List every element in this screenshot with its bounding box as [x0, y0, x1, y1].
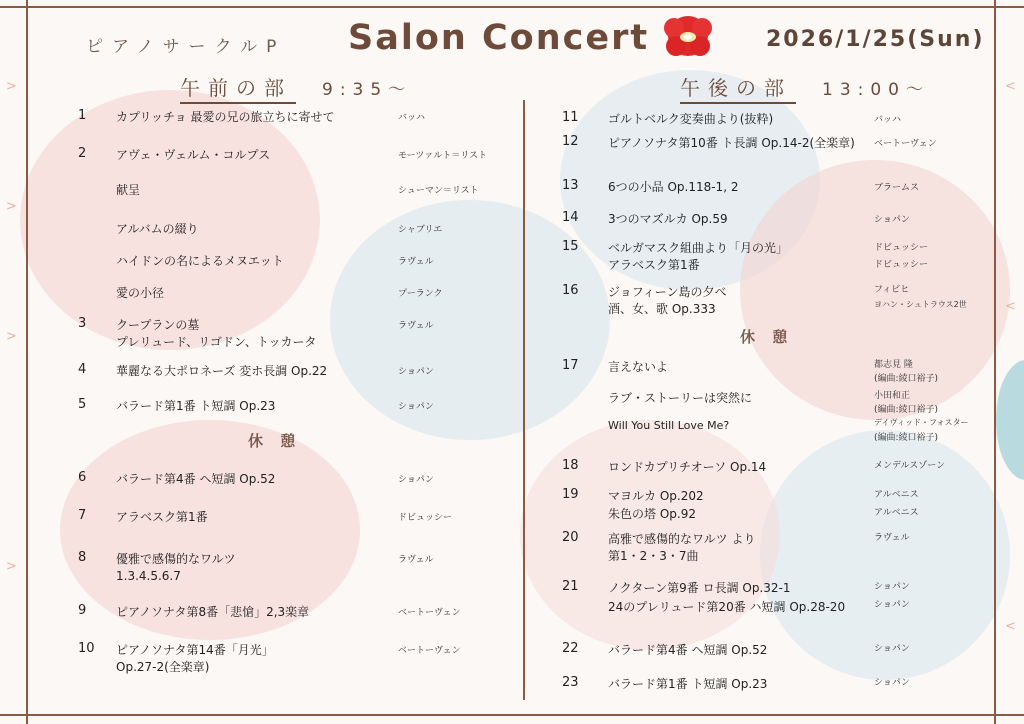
program-number: 11 — [562, 110, 579, 125]
piece-title: クープランの墓 — [116, 318, 200, 332]
frame-left — [26, 0, 28, 724]
program-number: 8 — [78, 550, 87, 565]
program-number: 5 — [78, 397, 87, 412]
program-number: 15 — [562, 239, 579, 254]
program-number: 23 — [562, 675, 579, 690]
frame-bottom — [0, 714, 1024, 716]
piece-title: ロンドカプリチオーソ Op.14 — [608, 460, 767, 474]
column-divider — [523, 100, 525, 700]
piece-title: アラベスク第1番 — [608, 258, 700, 272]
composer: ヨハン・シュトラウス2世 — [874, 300, 967, 309]
morning-label: 午前の部 — [180, 76, 296, 104]
morning-time: 9:35〜 — [322, 80, 413, 100]
composer: ドビュッシー — [398, 513, 453, 523]
composer: ラヴェル — [874, 533, 910, 543]
piece-title: カプリッチョ 最愛の兄の旅立ちに寄せて — [116, 110, 335, 124]
frame-right — [994, 0, 996, 724]
composer: ベートーヴェン — [398, 646, 461, 656]
piece-title: ベルガマスク組曲より「月の光」 — [608, 241, 789, 255]
program-number: 13 — [562, 178, 579, 193]
afternoon-heading — [680, 72, 930, 101]
chevron-decoration: < — [1005, 79, 1016, 94]
afternoon-time: 13:00〜 — [822, 80, 930, 100]
program-number: 22 — [562, 641, 579, 656]
composer: メンデルスゾーン — [874, 461, 946, 471]
piece-title: ピアノソナタ第14番「月光」 — [116, 643, 274, 657]
circle-name: ピアノサークルP — [86, 37, 286, 57]
piece-title: マヨルカ Op.202 — [608, 489, 704, 503]
camellia-flower-icon — [660, 12, 716, 60]
piece-title: 24のプレリュード第20番 ハ短調 Op.28-20 — [608, 600, 846, 614]
program-number: 4 — [78, 362, 87, 377]
bg-flower-teal — [996, 360, 1024, 480]
composer: ショパン — [874, 678, 910, 688]
event-date: 2026/1/25(Sun) — [766, 27, 985, 52]
composer: 都志見 隆 — [874, 360, 913, 370]
composer: ブラームス — [874, 183, 920, 193]
composer: ショパン — [398, 402, 434, 412]
program-number: 19 — [562, 487, 579, 502]
composer: デイヴィッド・フォスター — [874, 418, 969, 427]
program-number: 7 — [78, 508, 87, 523]
piece-subtitle: 1.3.4.5.6.7 — [116, 569, 181, 583]
header — [0, 0, 1024, 70]
piece-title: ゴルトベルク変奏曲より(抜粋) — [608, 112, 774, 126]
composer: バッハ — [398, 113, 426, 123]
piece-title: アヴェ・ヴェルム・コルプス — [116, 148, 271, 162]
program-number: 14 — [562, 210, 579, 225]
piece-title: バラード第4番 ヘ短調 Op.52 — [608, 643, 768, 657]
bg-flower-blue — [330, 200, 610, 440]
chevron-decoration: > — [6, 329, 17, 344]
piece-title: ハイドンの名によるメヌエット — [116, 254, 284, 268]
piece-subtitle: 第1・2・3・7曲 — [608, 549, 699, 563]
piece-title: 献呈 — [116, 183, 141, 197]
piece-title: バラード第4番 ヘ短調 Op.52 — [116, 472, 276, 486]
program-number: 17 — [562, 358, 579, 373]
program-number: 9 — [78, 603, 87, 618]
piece-title: ピアノソナタ第8番「悲愴」2,3楽章 — [116, 605, 310, 619]
composer: ショパン — [874, 582, 910, 592]
chevron-decoration: < — [1005, 299, 1016, 314]
composer: ショパン — [398, 367, 434, 377]
composer: ラヴェル — [398, 257, 434, 267]
composer: ベートーヴェン — [874, 139, 937, 149]
piece-title: バラード第1番 ト短調 Op.23 — [116, 399, 276, 413]
chevron-decoration: > — [6, 79, 17, 94]
composer: バッハ — [874, 115, 902, 125]
composer: シャブリエ — [398, 225, 443, 235]
piece-title: アラベスク第1番 — [116, 510, 208, 524]
program-number: 3 — [78, 316, 87, 331]
program-number: 10 — [78, 641, 95, 656]
chevron-decoration: > — [6, 199, 17, 214]
composer: ベートーヴェン — [398, 608, 461, 618]
piece-title: 6つの小品 Op.118-1, 2 — [608, 180, 739, 194]
composer: ラヴェル — [398, 321, 434, 331]
piece-title: 優雅で感傷的なワルツ — [116, 552, 236, 566]
composer: フィビヒ — [874, 285, 910, 295]
piece-title: 華麗なる大ポロネーズ 変ホ長調 Op.22 — [116, 364, 328, 378]
program-number: 20 — [562, 530, 579, 545]
arranger: (編曲:綾口裕子) — [874, 374, 939, 384]
program-number: 2 — [78, 146, 87, 161]
afternoon-label: 午後の部 — [680, 76, 796, 104]
piece-title: 朱色の塔 Op.92 — [608, 507, 696, 521]
program-number: 16 — [562, 283, 579, 298]
program-number: 21 — [562, 579, 579, 594]
composer: 小田和正 — [874, 391, 911, 401]
intermission-label: 休 憩 — [248, 432, 302, 450]
composer: ドビュッシー — [874, 243, 929, 253]
composer: ドビュッシー — [874, 260, 929, 270]
program-number: 1 — [78, 108, 87, 123]
piece-title: ピアノソナタ第10番 ト長調 Op.14-2(全楽章) — [608, 136, 855, 150]
arranger: (編曲:綾口裕子) — [874, 433, 939, 443]
piece-title: 3つのマズルカ Op.59 — [608, 212, 728, 226]
composer: ショパン — [398, 475, 434, 485]
composer: アルベニス — [874, 508, 919, 518]
morning-heading — [180, 72, 412, 101]
intermission-label: 休 憩 — [740, 328, 794, 346]
composer: ショパン — [874, 600, 910, 610]
piece-title: バラード第1番 ト短調 Op.23 — [608, 677, 768, 691]
arranger: (編曲:綾口裕子) — [874, 405, 939, 415]
program-number: 18 — [562, 458, 579, 473]
piece-title: アルバムの綴り — [116, 222, 199, 236]
composer: プーランク — [398, 289, 443, 299]
piece-subtitle: Op.27-2(全楽章) — [116, 660, 210, 674]
composer: ショパン — [874, 215, 910, 225]
chevron-decoration: < — [1005, 619, 1016, 634]
composer: アルベニス — [874, 490, 919, 500]
composer: シューマン＝リスト — [398, 186, 479, 196]
page-title: Salon Concert — [348, 18, 650, 58]
composer: ショパン — [874, 644, 910, 654]
piece-title: ラブ・ストーリーは突然に — [608, 391, 753, 405]
composer: モーツァルト＝リスト — [398, 151, 488, 161]
program-number: 6 — [78, 470, 87, 485]
piece-title: 酒、女、歌 Op.333 — [608, 302, 716, 316]
piece-title: 言えないよ — [608, 360, 669, 374]
piece-title: Will You Still Love Me? — [608, 419, 730, 432]
piece-title: 愛の小径 — [116, 286, 165, 300]
piece-title: 高雅で感傷的なワルツ より — [608, 532, 756, 546]
chevron-decoration: > — [6, 559, 17, 574]
piece-subtitle: プレリュード、リゴドン、トッカータ — [116, 335, 317, 349]
piece-title: ジョフィーン島の夕べ — [608, 285, 727, 299]
program-number: 12 — [562, 134, 579, 149]
composer: ラヴェル — [398, 555, 434, 565]
piece-title: ノクターン第9番 ロ長調 Op.32-1 — [608, 581, 791, 595]
